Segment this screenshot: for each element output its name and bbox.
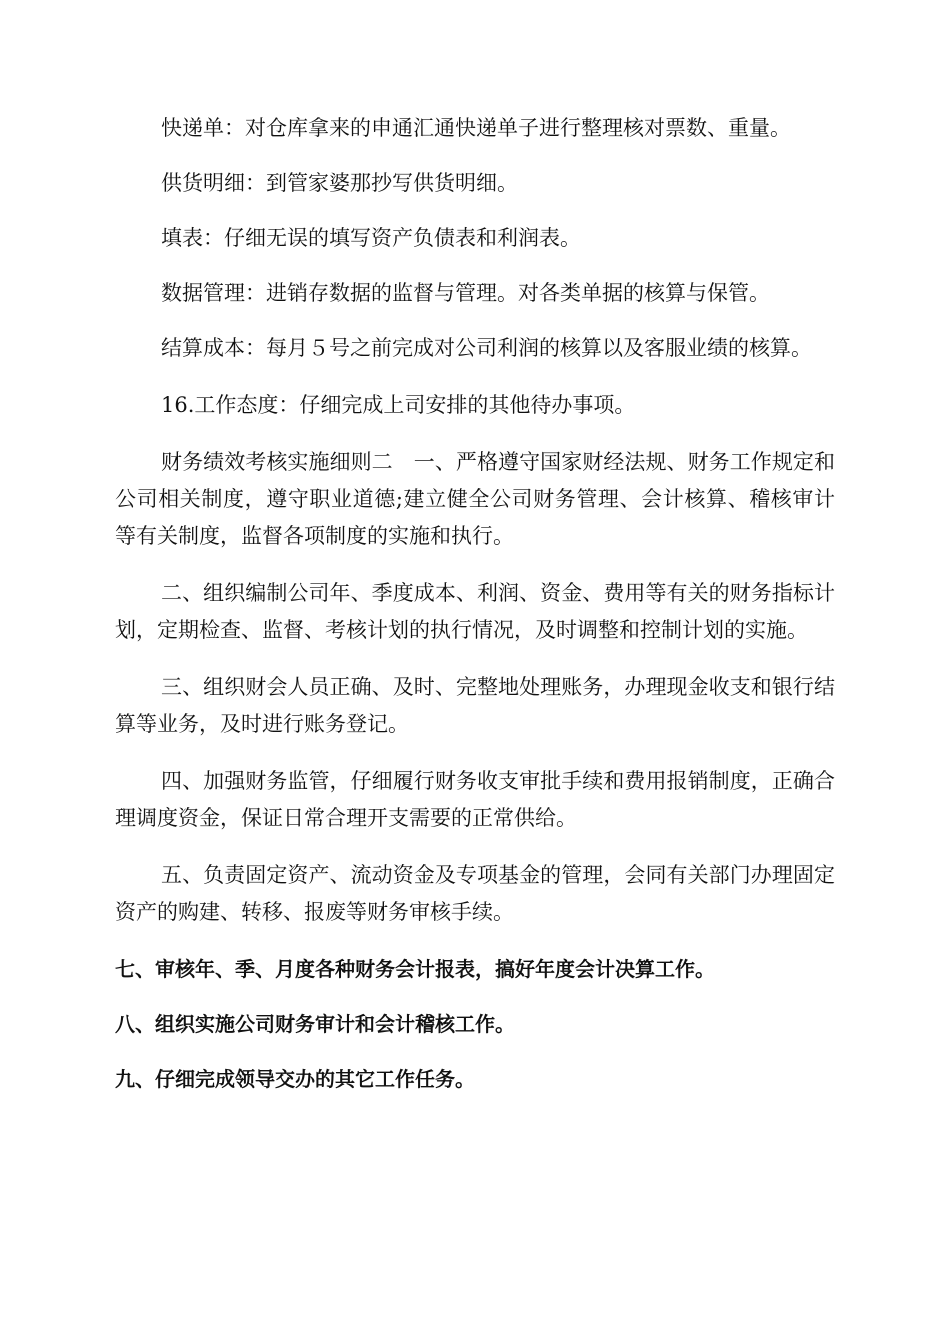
bold-item-seven: 七、审核年、季、月度各种财务会计报表，搞好年度会计决算工作。 <box>115 957 715 981</box>
paragraph-rules-part-two: 二、组织编制公司年、季度成本、利润、资金、费用等有关的财务指标计划，定期检查、监督、考核计划的执行情况，及时调整和控制计划的实施。 <box>115 581 835 642</box>
paragraph-supply-details: 供货明细：到管家婆那抄写供货明细。 <box>161 171 518 195</box>
bold-item-nine: 九、仔细完成领导交办的其它工作任务。 <box>115 1067 475 1091</box>
paragraph-settlement-cost: 结算成本：每月５号之前完成对公司利润的核算以及客服业绩的核算。 <box>161 336 812 360</box>
document-page <box>115 110 835 1098</box>
bold-item-eight: 八、组织实施公司财务审计和会计稽核工作。 <box>115 1012 515 1036</box>
paragraph-data-management: 数据管理：进销存数据的监督与管理。对各类单据的核算与保管。 <box>161 281 770 305</box>
paragraph-work-attitude: 16.工作态度：仔细完成上司安排的其他待办事项。 <box>161 393 636 417</box>
paragraph-rules-part-four: 四、加强财务监管，仔细履行财务收支审批手续和费用报销制度，正确合理调度资金，保证日常合理开支需要的正常供给。 <box>115 769 835 830</box>
paragraph-rules-part-five: 五、负责固定资产、流动资金及专项基金的管理，会同有关部门办理固定资产的购建、转移、报废等财务审核手续。 <box>115 863 835 924</box>
paragraph-express-orders: 快递单：对仓库拿来的申通汇通快递单子进行整理核对票数、重量。 <box>161 116 791 140</box>
paragraph-rules-part-one: 财务绩效考核实施细则二 一、严格遵守国家财经法规、财务工作规定和公司相关制度，遵守职业道德;建立健全公司财务管理、会计核算、稽核审计等有关制度，监督各项制度的实施和执行。 <box>115 450 835 548</box>
paragraph-rules-part-three: 三、组织财会人员正确、及时、完整地处理账务，办理现金收支和银行结算等业务，及时进行账务登记。 <box>115 675 835 736</box>
paragraph-fill-forms: 填表：仔细无误的填写资产负债表和利润表。 <box>161 226 581 250</box>
